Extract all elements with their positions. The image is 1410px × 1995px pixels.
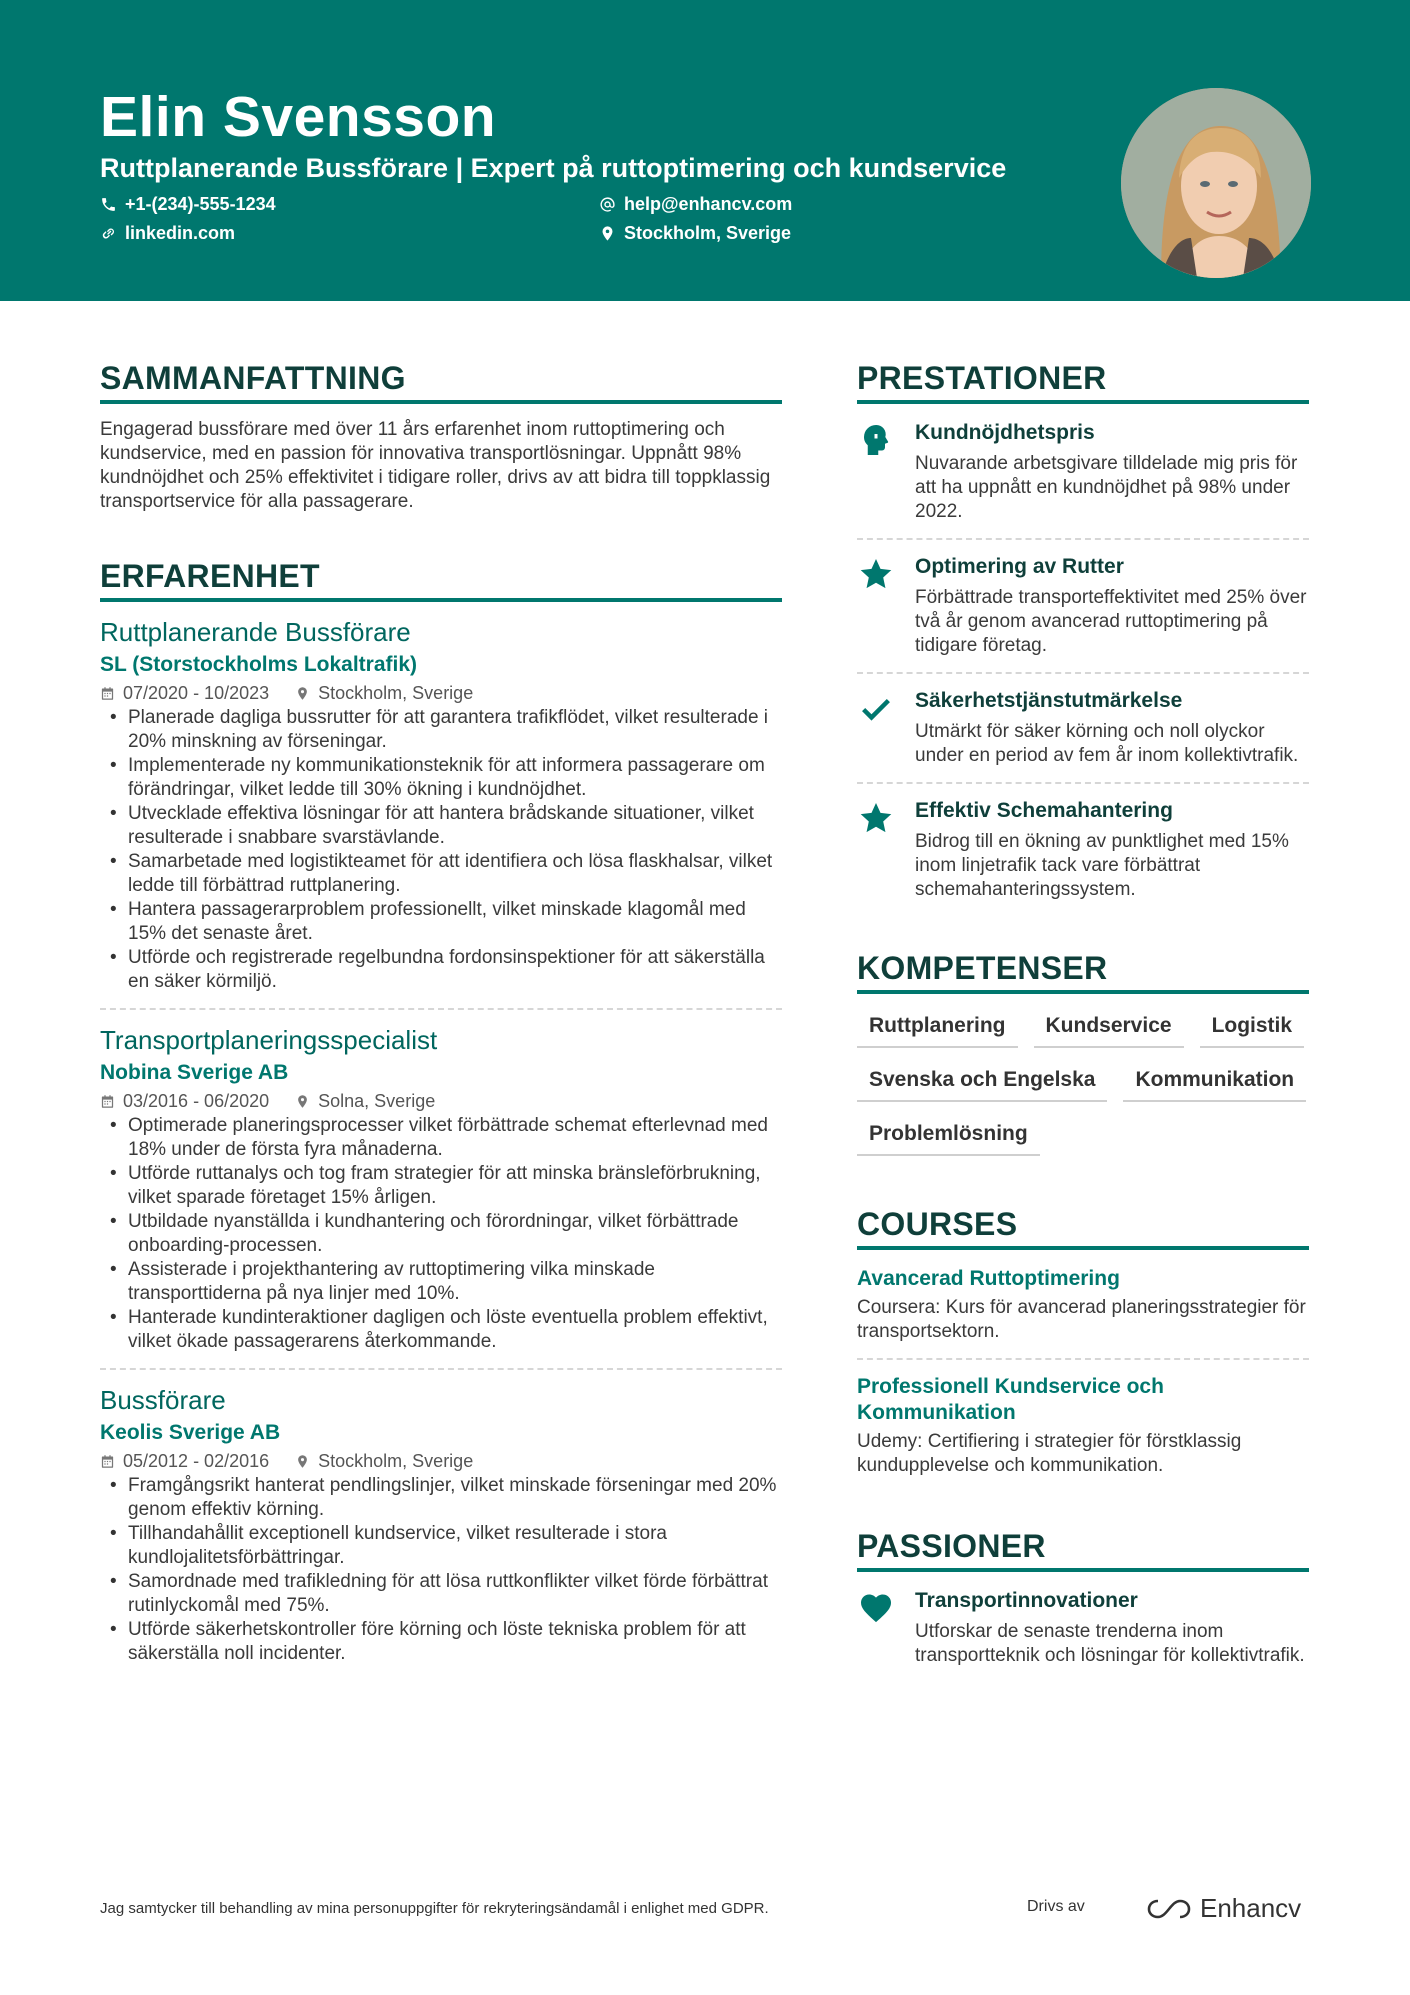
achievement-item [857,406,1309,538]
skill-tag: Ruttplanering [857,1014,1018,1048]
section-title-passions: PASSIONER [857,1528,1309,1572]
job-dates [100,1090,269,1112]
bullet-item: • Assisterade i projekthantering av ruttoptimering vilka minskade transporttiderna på nya linjer med 10%. [100,1258,782,1306]
star-icon [858,556,894,592]
avatar [1121,88,1311,278]
job-dates-text: 07/2020 - 10/2023 [123,683,270,703]
job-dates [100,1450,269,1472]
heart-icon [858,1590,894,1626]
infinity-logo-icon [1146,1897,1192,1921]
brand-name: Enhancv [1200,1893,1302,1923]
contact-location [599,223,791,244]
star-icon [858,800,894,836]
job-title: Ruttplanerande Bussförare [100,617,411,647]
contact-phone[interactable] [100,194,276,215]
enhancv-logo[interactable] [1146,1893,1301,1924]
bullet-item: • Optimerade planeringsprocesser vilket förbättrade schemat efterlevnad med 18% under de första fyra månaderna. [100,1114,782,1162]
linkedin-text: linkedin.com [125,223,236,243]
job-bullets [100,1114,782,1354]
bullet-item: • Hanterade kundinteraktioner dagligen och löste eventuella problem effektivt, vilket ökade passagerarens återkommande. [100,1306,782,1354]
gdpr-consent: Jag samtycker till behandling av mina personuppgifter för rekryteringsändamål i enlighet med GDPR. [100,1900,769,1917]
achievement-title: Optimering av Rutter [915,555,1124,578]
course-desc: Udemy: Certifiering i strategier för förstklassig kundupplevelse och kommunikation. [857,1431,1242,1476]
phone-icon [100,196,117,213]
bullet-item: • Framgångsrikt hanterat pendlingslinjer, vilket minskade förseningar med 20% genom effektiv körning. [100,1474,782,1522]
passion-title: Transportinnovationer [915,1589,1138,1612]
job-entry [100,1008,782,1368]
calendar-icon [100,1094,115,1109]
job-location [295,1090,435,1112]
achievement-desc: Nuvarande arbetsgivare tilldelade mig pris för att ha uppnått en kundnöjdhet på 98% under 2022. [915,453,1298,522]
bullet-item: • Utförde ruttanalys och tog fram strategier för att minska bränsleförbrukning, vilket sparade företaget 15% årligen. [100,1162,782,1210]
job-meta [100,682,782,704]
job-location [295,682,473,704]
job-entry [100,1368,782,1680]
achievement-title: Kundnöjdhetspris [915,421,1095,444]
location-pin-icon [295,1094,310,1109]
email-text: help@enhancv.com [624,194,793,214]
job-entry [100,616,782,1008]
candidate-name: Elin Svensson [100,85,497,149]
course-title: Professionell Kundservice och Kommunikation [857,1375,1164,1424]
bullet-item: • Implementerade ny kommunikationsteknik för att informera passagerare om förändringar, vilket ledde till 30% ökning i kundnöjdhet. [100,754,782,802]
passion-item [857,1574,1309,1682]
course-item [857,1252,1309,1358]
job-dates-text: 05/2012 - 02/2016 [123,1451,270,1471]
job-location-text: Stockholm, Sverige [318,1451,474,1471]
company-name: Nobina Sverige AB [100,1061,289,1084]
right-column [857,360,1309,1682]
section-title-summary: SAMMANFATTNING [100,360,782,404]
job-bullets [100,706,782,994]
section-title-experience: ERFARENHET [100,558,782,602]
at-icon [599,196,616,213]
job-location-text: Stockholm, Sverige [318,683,474,703]
achievement-item [857,538,1309,672]
achievement-desc: Bidrog till en ökning av punktlighet med 15% inom linjetrafik tack vare förbättrat schemahanteringssystem. [915,831,1289,900]
bullet-item: • Tillhandahållit exceptionell kundservice, vilket resulterade i stora kundlojalitetsförbättringar. [100,1522,782,1570]
calendar-icon [100,686,115,701]
skill-tag: Logistik [1200,1014,1305,1048]
bullet-item: • Samordnade med trafikledning för att lösa ruttkonflikter vilket förde förbättrat rutinlyckomål med 75%. [100,1570,782,1618]
achievement-desc: Förbättrade transporteffektivitet med 25% över två år genom avancerad ruttoptimering på tidigare företag. [915,587,1307,656]
skill-tag: Svenska och Engelska [857,1068,1107,1102]
check-icon [858,690,894,726]
summary-text: Engagerad bussförare med över 11 års erfarenhet inom ruttoptimering och kundservice, med en passion för innovativa transportlösningar. Uppnått 98% kundnöjdhet och 25% effektivitet i tidigare roller, drivs av att bidra till toppklassig transportservice för alla passagerare. [100,419,771,512]
passion-desc: Utforskar de senaste trenderna inom transportteknik och lösningar för kollektivtrafik. [915,1621,1305,1666]
course-title: Avancerad Ruttoptimering [857,1267,1120,1290]
contact-email[interactable] [599,194,792,215]
achievement-item [857,672,1309,782]
bullet-item: • Utvecklade effektiva lösningar för att hantera brådskande situationer, vilket resulterade i snabbare svarstävlande. [100,802,782,850]
job-title: Bussförare [100,1385,226,1415]
head-icon [858,422,894,458]
skills-list [857,1014,1309,1156]
job-meta [100,1090,782,1112]
section-title-skills: KOMPETENSER [857,950,1309,994]
job-title: Transportplaneringsspecialist [100,1025,438,1055]
job-dates [100,682,269,704]
company-name: SL (Storstockholms Lokaltrafik) [100,653,418,676]
location-text: Stockholm, Sverige [624,223,792,243]
left-column [100,360,782,1680]
link-icon [100,225,117,242]
section-title-courses: COURSES [857,1206,1309,1250]
course-desc: Coursera: Kurs för avancerad planeringsstrategier för transportsektorn. [857,1297,1306,1342]
candidate-headline: Ruttplanerande Bussförare | Expert på ruttoptimering och kundservice [100,153,1007,183]
skill-tag: Kundservice [1034,1014,1184,1048]
powered-by-label: Drivs av [1027,1898,1085,1915]
company-name: Keolis Sverige AB [100,1421,281,1444]
job-location-text: Solna, Sverige [318,1091,436,1111]
bullet-item: • Utbildade nyanställda i kundhantering och förordningar, vilket förbättrade onboarding-processen. [100,1210,782,1258]
location-pin-icon [295,686,310,701]
job-meta [100,1450,782,1472]
achievement-item [857,782,1309,916]
achievement-title: Säkerhetstjänstutmärkelse [915,689,1183,712]
header-banner [0,0,1410,301]
experience-list [100,616,782,1680]
bullet-item: • Utförde och registrerade regelbundna fordonsinspektioner för att säkerställa en säker körmiljö. [100,946,782,994]
calendar-icon [100,1454,115,1469]
course-item [857,1358,1309,1492]
location-pin-icon [599,225,616,242]
job-bullets [100,1474,782,1666]
bullet-item: • Hantera passagerarproblem professionellt, vilket minskade klagomål med 15% det senaste året. [100,898,782,946]
job-dates-text: 03/2016 - 06/2020 [123,1091,270,1111]
section-title-achievements: PRESTATIONER [857,360,1309,404]
skill-tag: Kommunikation [1123,1068,1306,1102]
skill-tag: Problemlösning [857,1122,1040,1156]
bullet-item: • Planerade dagliga bussrutter för att garantera trafikflödet, vilket resulterade i 20% minskning av förseningar. [100,706,782,754]
achievement-desc: Utmärkt för säker körning och noll olyckor under en period av fem år inom kollektivtrafik. [915,721,1299,766]
bullet-item: • Utförde säkerhetskontroller före körning och löste tekniska problem för att säkerställa noll incidenter. [100,1618,782,1666]
contact-linkedin[interactable] [100,223,235,244]
achievement-title: Effektiv Schemahantering [915,799,1173,822]
phone-text: +1-(234)-555-1234 [125,194,276,214]
bullet-item: • Samarbetade med logistikteamet för att identifiera och lösa flaskhalsar, vilket ledde till förbättrad ruttplanering. [100,850,782,898]
location-pin-icon [295,1454,310,1469]
job-location [295,1450,473,1472]
